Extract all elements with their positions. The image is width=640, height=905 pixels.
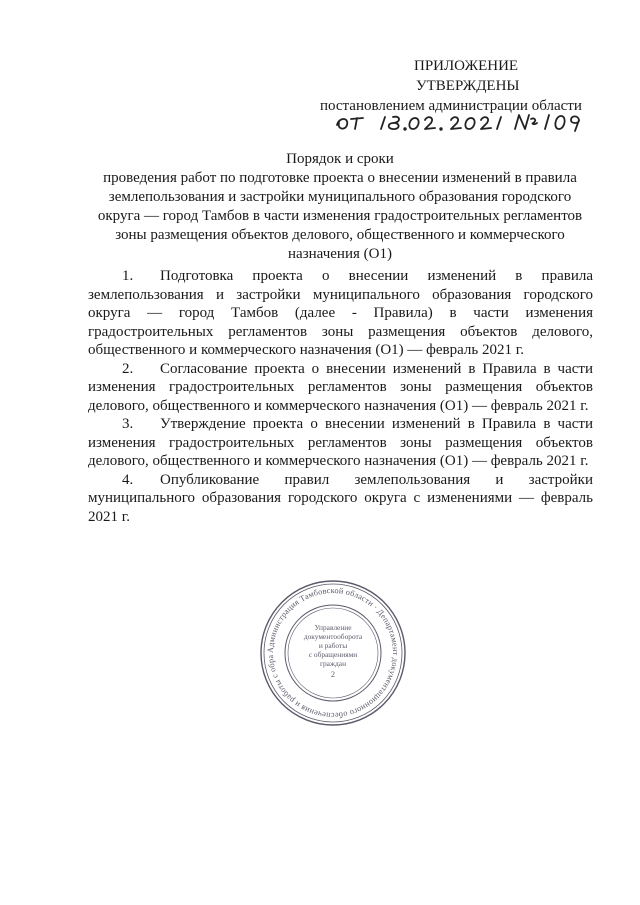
- item-number: 3.: [122, 416, 134, 432]
- stamp-center-text: [304, 623, 363, 679]
- header-annex-label: ПРИЛОЖЕНИЕ: [414, 58, 519, 74]
- official-stamp: [258, 578, 408, 728]
- list-item: [88, 471, 593, 527]
- document-title: [80, 150, 600, 264]
- title-line-5: зоны размещения объектов делового, общественного и коммерческого: [115, 227, 565, 243]
- item-text: Утверждение проекта о внесении изменений в Правила в части изменения градостроительных регламентов зоны размещения объектов делового, общественного и коммерческого назначения (О1) — февраль 2021 г.: [88, 416, 593, 469]
- document-body: [88, 267, 593, 526]
- list-item: [88, 267, 593, 360]
- title-line-3: землепользования и застройки муниципального образования городского: [108, 189, 572, 205]
- list-item: [88, 360, 593, 416]
- title-line-6: назначения (О1): [288, 246, 392, 262]
- title-line-4: округа — город Тамбов в части изменения градостроительных регламентов: [97, 208, 583, 224]
- item-number: 4.: [122, 471, 134, 488]
- title-line-2: проведения работ по подготовке проекта о внесении изменений в правила: [103, 170, 577, 186]
- svg-text:2: 2: [331, 670, 335, 679]
- svg-text:с обращениями: с обращениями: [308, 650, 358, 659]
- item-text: Подготовка проекта о внесении изменений в правила землепользования и застройки муниципального образования городского округа — город Тамбов (далее - Правила) в части изменения градостроительных регламентов зоны размещения объектов делового, общественного и коммерческого назначения (О1) — февраль 2021 г.: [88, 268, 593, 358]
- handwritten-date-drawing: [335, 105, 595, 135]
- header-resolution-label: постановлением администрации области: [320, 98, 582, 114]
- margin-mark: [626, 80, 636, 130]
- title-line-1: Порядок и сроки: [286, 151, 394, 167]
- stamp-ring-text: Администрация Тамбовской области · Департамент документационного обеспечения и работы с обра: [265, 585, 401, 721]
- list-item: [88, 415, 593, 471]
- stamp-seal-icon: [258, 578, 408, 728]
- header-approved-label: УТВЕРЖДЕНЫ: [416, 78, 520, 94]
- svg-text:документооборота: документооборота: [303, 632, 363, 641]
- item-text: Опубликование правил землепользования и застройки муниципального образования городского округа с изменениями — февраль 2021 г.: [88, 471, 593, 525]
- svg-text:и работы: и работы: [318, 641, 348, 650]
- svg-text:Управление: Управление: [314, 623, 352, 632]
- item-number: 1.: [122, 268, 134, 284]
- svg-text:граждан: граждан: [319, 659, 347, 668]
- item-number: 2.: [122, 360, 134, 377]
- handwritten-date-number: [335, 105, 595, 135]
- item-text: Согласование проекта о внесении изменений в Правила в части изменения градостроительных регламентов зоны размещения объектов делового, общественного и коммерческого назначения (О1) — февраль 2021 г.: [88, 360, 593, 414]
